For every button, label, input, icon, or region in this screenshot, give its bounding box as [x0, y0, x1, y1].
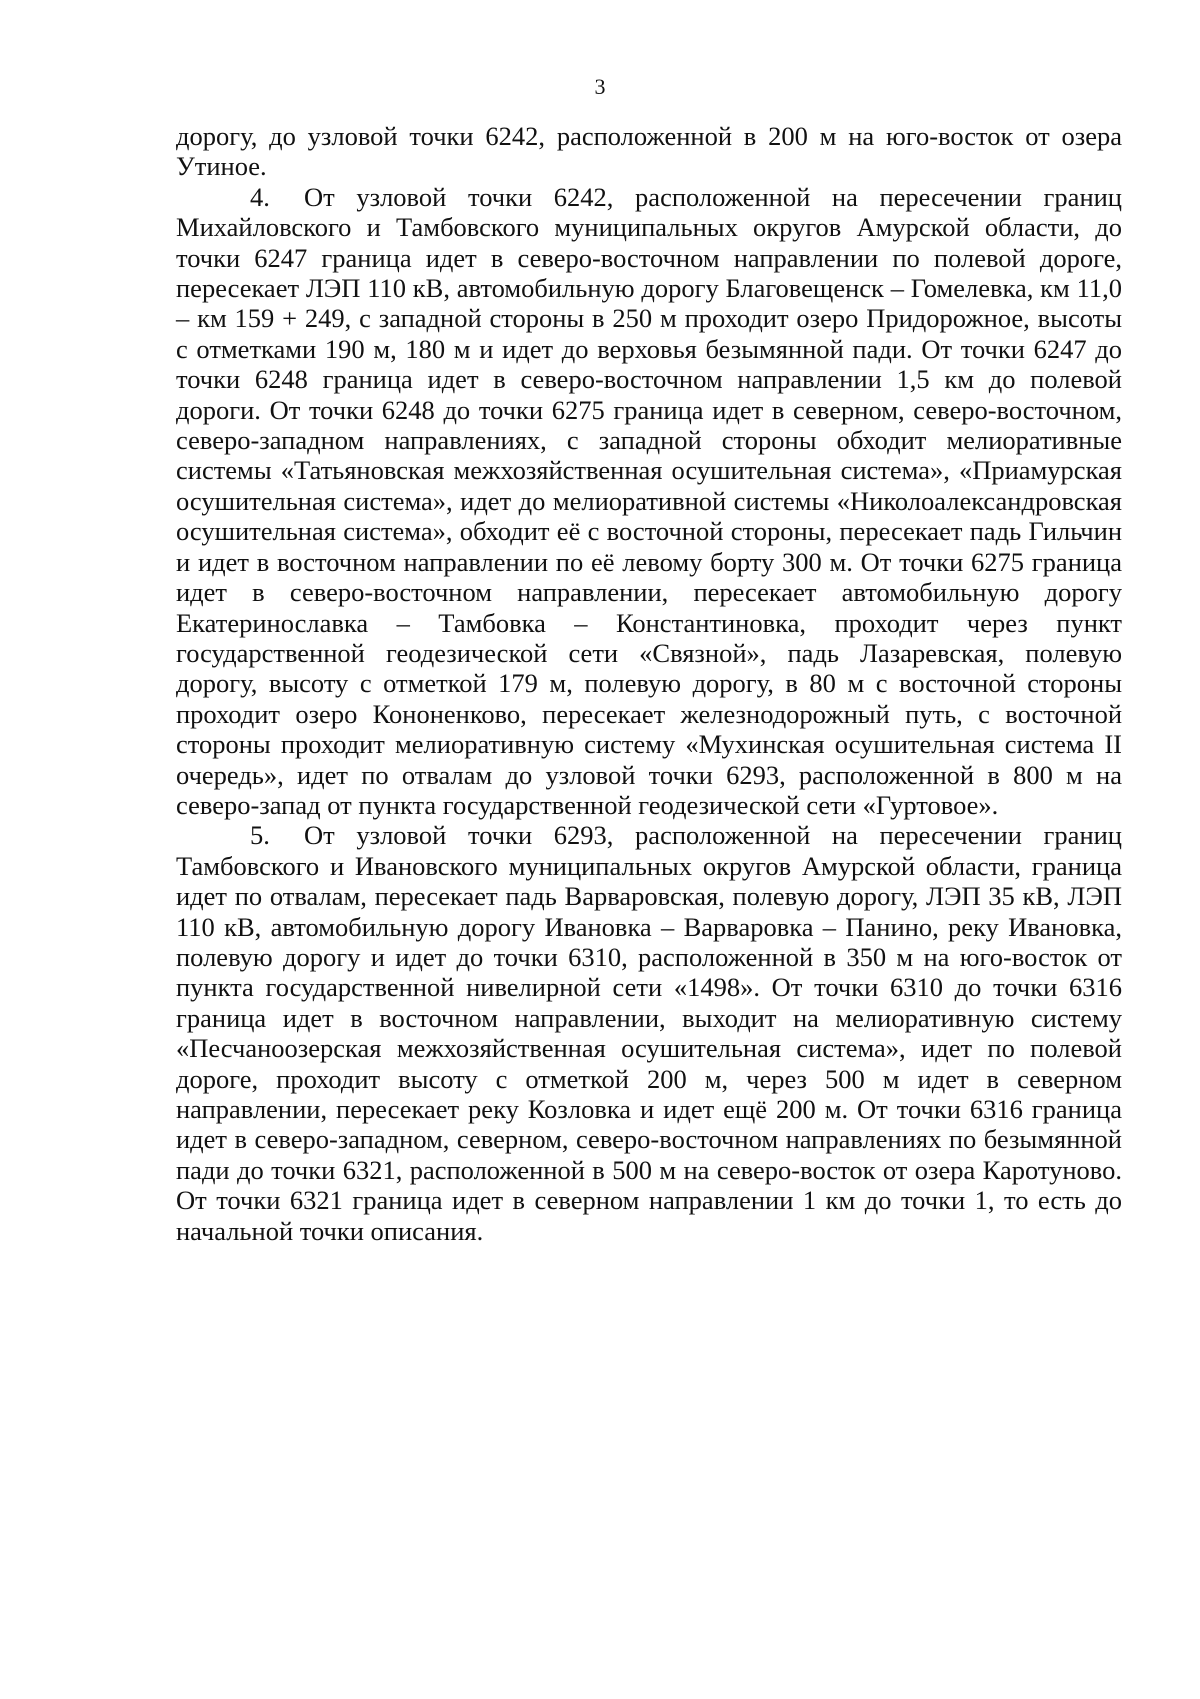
document-body	[176, 121, 1122, 1246]
paragraph-number: 5.	[250, 820, 270, 851]
paragraph-4	[176, 182, 1122, 821]
paragraph-text: дорогу, до узловой точки 6242, расположенной в 200 м на юго-восток от озера Утиное.	[176, 121, 1122, 182]
paragraph-continuation	[176, 121, 1122, 182]
paragraph-number: 4.	[250, 181, 270, 212]
paragraph-text: От узловой точки 6242, расположенной на пересечении границ Михайловского и Тамбовского муниципальных округов Амурской области, до точки 6247 граница идет в северо-восточном направлении по полевой дороге, пересекает ЛЭП 110 кВ, автомобильную дорогу Благовещенск – Гомелевка, км 11,0 – км 159 + 249, с западной стороны в 250 м проходит озеро Придорожное, высоты с отметками 190 м, 180 м и идет до верховья безымянной пади. От точки 6247 до точки 6248 граница идет в северо-восточном направлении 1,5 км до полевой дороги. От точки 6248 до точки 6275 граница идет в северном, северо-восточном, северо-западном направлениях, с западной стороны обходит мелиоративные системы «Татьяновская межхозяйственная осушительная система», «Приамурская осушительная система», идет до мелиоративной системы «Николоалександровская осушительная система», обходит её с восточной стороны, пересекает падь Гильчин и идет в восточном направлении по её левому борту 300 м. От точки 6275 граница идет в северо-восточном направлении, пересекает автомобильную дорогу Екатеринославка – Тамбовка – Константиновка, проходит через пункт государственной геодезической сети «Связной», падь Лазаревская, полевую дорогу, высоту с отметкой 179 м, полевую дорогу, в 80 м с восточной стороны проходит озеро Кононенково, пересекает железнодорожный путь, с восточной стороны проходит мелиоративную систему «Мухинская осушительная система II очередь», идет по отвалам до узловой точки 6293, расположенной в 800 м на северо-запад от пункта государственной геодезической сети «Гуртовое».	[176, 181, 1122, 820]
paragraph-text: От узловой точки 6293, расположенной на пересечении границ Тамбовского и Ивановского муниципальных округов Амурской области, граница идет по отвалам, пересекает падь Варваровская, полевую дорогу, ЛЭП 35 кВ, ЛЭП 110 кВ, автомобильную дорогу Ивановка – Варваровка – Панино, реку Ивановка, полевую дорогу и идет до точки 6310, расположенной в 350 м на юго-восток от пункта государственной нивелирной сети «1498». От точки 6310 до точки 6316 граница идет в восточном направлении, выходит на мелиоративную систему «Песчаноозерская межхозяйственная осушительная система», идет по полевой дороге, проходит высоту с отметкой 200 м, через 500 м идет в северном направлении, пересекает реку Козловка и идет ещё 200 м. От точки 6316 граница идет в северо-западном, северном, северо-восточном направлениях по безымянной пади до точки 6321, расположенной в 500 м на северо-восток от озера Каротуново. От точки 6321 граница идет в северном направлении 1 км до точки 1, то есть до начальной точки описания.	[176, 820, 1122, 1246]
paragraph-5	[176, 820, 1122, 1246]
page-number: 3	[594, 74, 606, 99]
